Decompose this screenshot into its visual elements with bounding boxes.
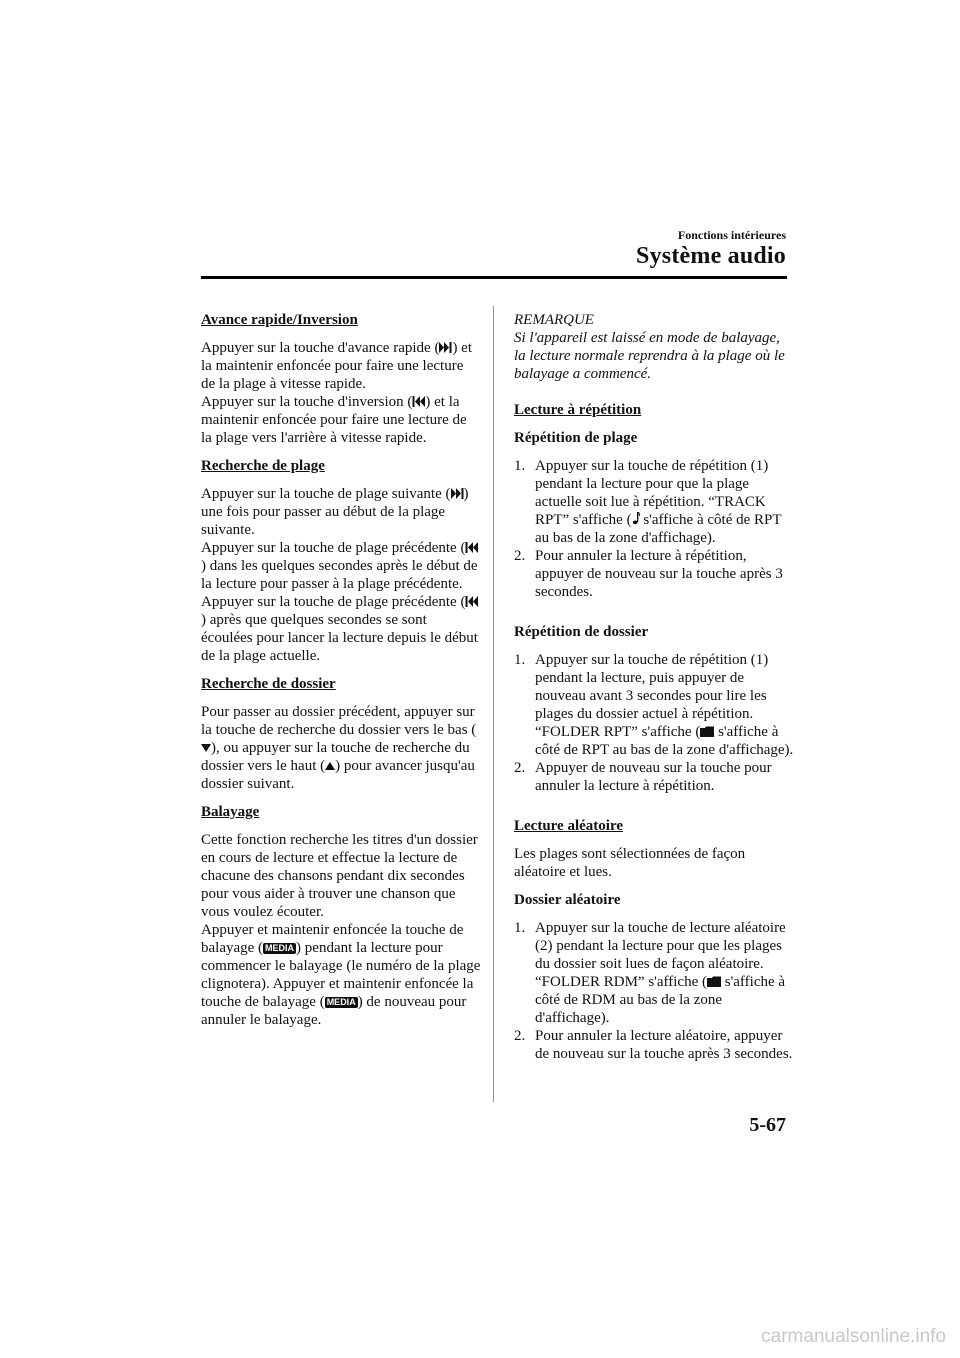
music-note-icon [632,512,640,525]
folder-repeat-steps [514,651,794,795]
list-item: 2. Pour annuler la lecture à répétition, appuyer de nouveau sur la touche après 3 secondes. [514,548,783,600]
fast-forward-icon [439,342,452,353]
heading-track-search: Recherche de plage [201,458,325,474]
right-column [514,311,794,1085]
list-item: 2. Pour annuler la lecture aléatoire, appuyer de nouveau sur la touche après 3 secondes. [514,1028,793,1062]
heading-fast-forward: Avance rapide/Inversion [201,312,358,328]
list-item: 2. Appuyer de nouveau sur la touche pour annuler la lecture à répétition. [514,760,772,794]
rewind-icon [412,396,425,407]
folder-random-steps [514,919,794,1063]
watermark: carmanualsonline.info [761,1326,946,1347]
next-track-icon [451,488,464,499]
list-item: 1. Appuyer sur la touche de lecture aléatoire (2) pendant la lecture pour que les plages du dossier soit lues de façon aléatoire. “FOLDER RDM” s'affiche ( s'affiche à côté de RDM au bas de la zone d'affichage). [514,920,786,1026]
media-button-icon: MEDIA [265,943,295,953]
track-repeat-steps [514,457,794,601]
list-item: 1. Appuyer sur la touche de répétition (1) pendant la lecture, puis appuyer de nouveau avant 3 secondes pour lire les plages du dossier actuel à répétition. “FOLDER RPT” s'affiche ( s'affiche à côté de RPT au bas de la zone d'affichage). [514,652,794,758]
note-body: Si l'appareil est laissé en mode de balayage, la lecture normale reprendra à la plage où le balayage a commencé. [514,330,785,382]
heading-scan: Balayage [201,804,260,820]
paragraph-random: Les plages sont sélectionnées de façon aléatoire et lues. [514,846,746,880]
column-divider [493,306,494,1102]
section-label: Fonctions intérieures [677,228,786,242]
heading-random: Lecture aléatoire [514,818,623,834]
folder-icon [700,726,714,737]
media-button-icon: MEDIA [326,997,356,1007]
page-title: Système audio [636,243,786,269]
previous-track-icon [465,596,478,607]
paragraph-scan: Cette fonction recherche les titres d'un dossier en cours de lecture et effectue la lecture de chacune des chansons pendant dix secondes pour vous aider à trouver une chanson que vous voulez écouter. Appuyer et maintenir enfoncée la touche de balayage ( MEDIA ) pendant la lecture pour commencer le balayage (le numéro de la plage clignotera). Appuyer et maintenir enfoncée la touche de balayage ( MEDIA ) de nouveau pour annuler le balayage. [201,832,481,1028]
folder-up-icon [325,761,335,771]
heading-folder-repeat: Répétition de dossier [514,624,649,640]
heading-folder-random: Dossier aléatoire [514,892,621,908]
paragraph-folder-search: Pour passer au dossier précédent, appuyer sur la touche de recherche du dossier vers le bas (), ou appuyer sur la touche de recherche du dossier vers le haut ( ) pour avancer jusqu'au dossier suivant. [201,704,477,792]
note-title: REMARQUE [514,312,594,328]
paragraph-fast-forward: Appuyer sur la touche d'avance rapide ( ) et la maintenir enfoncée pour faire une lecture de la plage à vitesse rapide. Appuyer sur la touche d'inversion ( ) et la maintenir enfoncée pour faire une lecture de la plage vers l'arrière à vitesse rapide. [201,340,473,446]
list-item: 1. Appuyer sur la touche de répétition (1) pendant la lecture pour que la plage actuelle soit lue à répétition. “TRACK RPT” s'affiche ( s'affiche à côté de RPT au bas de la zone d'affichage). [514,458,782,546]
heading-folder-search: Recherche de dossier [201,676,336,692]
folder-icon [707,976,721,987]
left-column [201,311,481,1039]
header-rule [201,276,787,279]
heading-track-repeat: Répétition de plage [514,430,638,446]
heading-repeat: Lecture à répétition [514,402,642,418]
previous-track-icon [465,542,478,553]
paragraph-track-search: Appuyer sur la touche de plage suivante ( ) une fois pour passer au début de la plage suivante. Appuyer sur la touche de plage précédente () dans les quelques secondes après le début de la lecture pour passer à la plage précédente. Appuyer sur la touche de plage précédente () après que quelques secondes se sont écoulées pour lancer la lecture depuis le début de la plage actuelle. [201,486,478,664]
page-number: 5-67 [749,1114,786,1136]
folder-down-icon [201,743,211,753]
